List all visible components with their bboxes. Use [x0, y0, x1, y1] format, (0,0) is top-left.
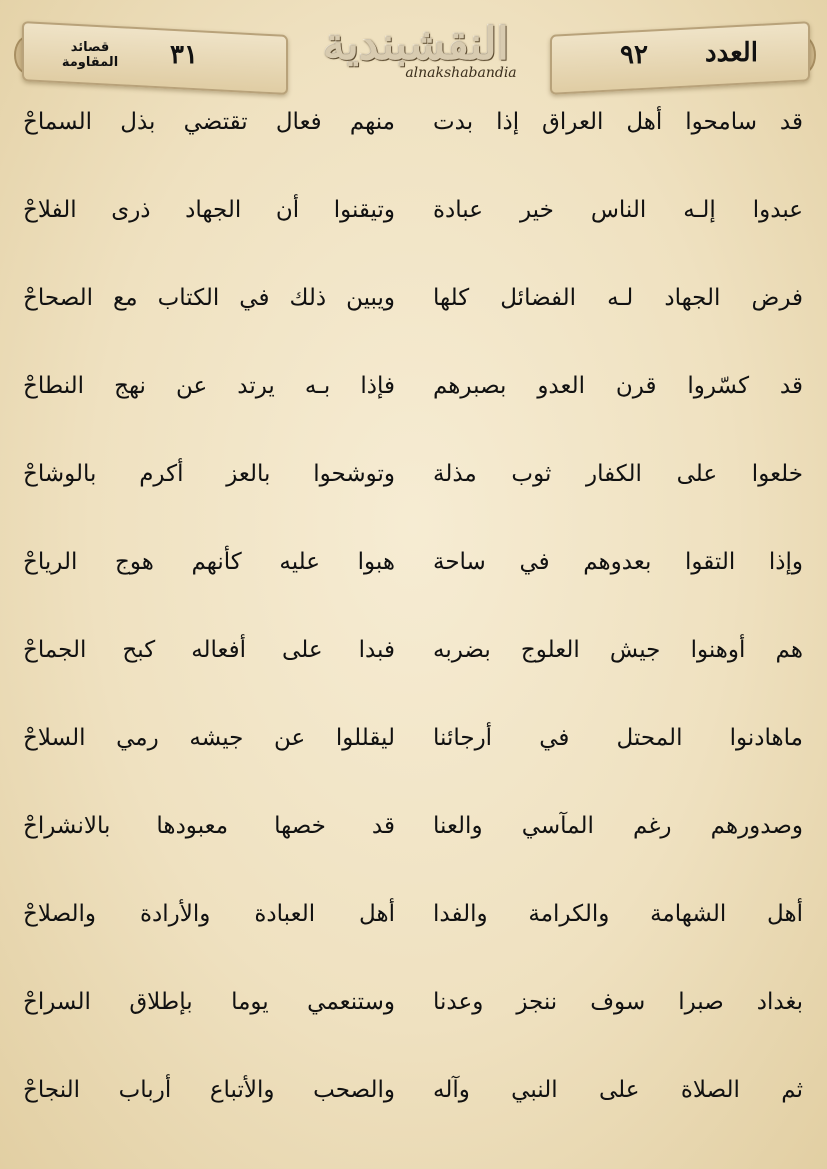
verse-first-hemistich: بغداد صبرا سوف ننجز وعدنا	[433, 989, 803, 1015]
verse-first-hemistich: أهل الشهامة والكرامة والفدا	[433, 901, 803, 927]
page-header	[0, 0, 827, 100]
issue-label: العدد	[705, 38, 758, 68]
section-title: قصائد المقاومة	[61, 40, 119, 70]
verse-line	[0, 718, 827, 758]
verse-first-hemistich: ثم الصلاة على النبي وآله	[433, 1077, 803, 1103]
verse-second-hemistich: وتوشحوا بالعز أكرم بالوشاحْ	[23, 461, 395, 487]
verse-line	[0, 982, 827, 1022]
verse-second-hemistich: قد خصها معبودها بالانشراحْ	[23, 813, 395, 839]
verse-line	[0, 542, 827, 582]
verse-second-hemistich: فبدا على أفعاله كبح الجماحْ	[23, 637, 395, 663]
verse-line	[0, 806, 827, 846]
verse-second-hemistich: منهم فعال تقتضي بذل السماحْ	[23, 109, 395, 135]
verse-first-hemistich: قد كسّروا قرن العدو بصبرهم	[433, 373, 803, 399]
verse-first-hemistich: خلعوا على الكفار ثوب مذلة	[433, 461, 803, 487]
verse-line	[0, 102, 827, 142]
logo-text: النقشبندية	[323, 19, 509, 70]
logo-subtitle: alnakshabandia	[405, 65, 517, 81]
verse-second-hemistich: وتيقنوا أن الجهاد ذرى الفلاحْ	[23, 197, 395, 223]
verse-second-hemistich: أهل العبادة والأرادة والصلاحْ	[23, 901, 395, 927]
page-number: ٣١	[170, 40, 198, 70]
verse-second-hemistich: والصحب والأتباع أرباب النجاحْ	[23, 1077, 395, 1103]
verse-second-hemistich: ويبين ذلك في الكتاب مع الصحاحْ	[23, 285, 395, 311]
right-ribbon-banner	[550, 21, 810, 95]
verse-line	[0, 1070, 827, 1110]
verse-line	[0, 366, 827, 406]
verse-line	[0, 278, 827, 318]
verse-first-hemistich: عبدوا إلـه الناس خير عبادة	[433, 197, 803, 223]
verse-second-hemistich: فإذا بـه يرتد عن نهج النطاحْ	[23, 373, 395, 399]
issue-number: ٩٢	[620, 40, 648, 70]
verse-first-hemistich: وصدورهم رغم المآسي والعنا	[433, 813, 803, 839]
verse-line	[0, 894, 827, 934]
verse-second-hemistich: ليقللوا عن جيشه رمي السلاحْ	[23, 725, 395, 751]
verse-first-hemistich: ماهادنوا المحتل في أرجائنا	[433, 725, 803, 751]
verse-line	[0, 454, 827, 494]
verse-second-hemistich: وستنعمي يوما بإطلاق السراحْ	[23, 989, 395, 1015]
verse-first-hemistich: وإذا التقوا بعدوهم في ساحة	[433, 549, 803, 575]
verse-line	[0, 630, 827, 670]
verse-first-hemistich: قد سامحوا أهل العراق إذا بدت	[433, 109, 803, 135]
magazine-logo	[296, 18, 536, 90]
verse-first-hemistich: فرض الجهاد لـه الفضائل كلها	[433, 285, 803, 311]
verse-line	[0, 190, 827, 230]
verse-first-hemistich: هم أوهنوا جيش العلوج بضربه	[433, 637, 803, 663]
verse-second-hemistich: هبوا عليه كأنهم هوج الرياحْ	[23, 549, 395, 575]
